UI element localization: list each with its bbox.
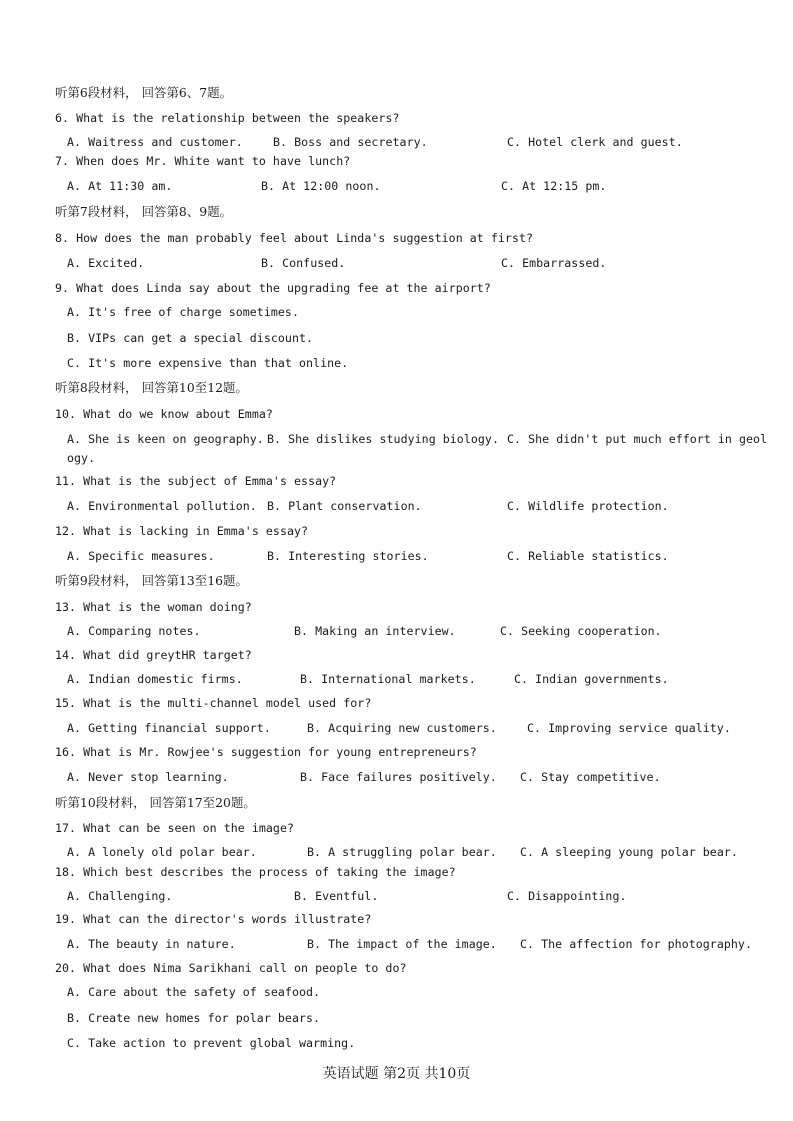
question-stem: 17. What can be seen on the image? <box>55 821 295 835</box>
option-a: A. The beauty in nature. <box>67 937 236 951</box>
option-b: B. Interesting stories. <box>267 549 429 563</box>
option-b: B. VIPs can get a special discount. <box>67 331 314 345</box>
question-stem: 11. What is the subject of Emma's essay? <box>55 474 337 488</box>
option-b: B. She dislikes studying biology. <box>267 432 499 446</box>
question-stem: 7. When does Mr. White want to have lunch? <box>55 154 351 168</box>
option-c: C. Indian governments. <box>514 672 669 686</box>
option-a: A. Challenging. <box>67 889 173 903</box>
option-a: A. Waitress and customer. <box>67 135 243 149</box>
option-b: B. Making an interview. <box>294 624 456 638</box>
section-heading: 听第10段材料， 回答第17至20题。 <box>55 795 256 810</box>
question-stem: 20. What does Nima Sarikhani call on people to do? <box>55 961 407 975</box>
option-a: A. Excited. <box>67 256 145 270</box>
option-c: C. Disappointing. <box>507 889 627 903</box>
option-a: A. Environmental pollution. <box>67 499 257 513</box>
option-b: B. Acquiring new customers. <box>307 721 497 735</box>
option-b: B. Plant conservation. <box>267 499 422 513</box>
option-a: A. She is keen on geography. <box>67 432 264 446</box>
option-c: C. It's more expensive than that online. <box>67 356 349 370</box>
option-c: C. At 12:15 pm. <box>501 179 607 193</box>
option-c: C. Reliable statistics. <box>507 549 669 563</box>
option-c: C. Stay competitive. <box>520 770 661 784</box>
option-b: B. At 12:00 noon. <box>261 179 381 193</box>
question-stem: 19. What can the director's words illustrate? <box>55 912 372 926</box>
section-heading: 听第7段材料， 回答第8、9题。 <box>55 204 233 219</box>
option-c: C. Improving service quality. <box>527 721 731 735</box>
question-stem: 9. What does Linda say about the upgrading fee at the airport? <box>55 281 491 295</box>
question-stem: 12. What is lacking in Emma's essay? <box>55 524 309 538</box>
option-b: B. The impact of the image. <box>307 937 497 951</box>
option-c: C. Wildlife protection. <box>507 499 669 513</box>
option-c: C. The affection for photography. <box>520 937 752 951</box>
option-a: A. Never stop learning. <box>67 770 229 784</box>
option-b: B. International markets. <box>300 672 476 686</box>
section-heading: 听第6段材料， 回答第6、7题。 <box>55 85 233 100</box>
section-heading: 听第8段材料， 回答第10至12题。 <box>55 380 248 395</box>
option-b: B. Eventful. <box>294 889 379 903</box>
option-a: A. Getting financial support. <box>67 721 271 735</box>
option-b: B. Create new homes for polar bears. <box>67 1011 321 1025</box>
question-stem: 16. What is Mr. Rowjee's suggestion for young entrepreneurs? <box>55 745 477 759</box>
option-a: A. Comparing notes. <box>67 624 201 638</box>
option-a: A. It's free of charge sometimes. <box>67 305 299 319</box>
page-footer: 英语试题 第2页 共10页 <box>322 1066 471 1082</box>
option-b: B. Face failures positively. <box>300 770 497 784</box>
option-c: C. Seeking cooperation. <box>500 624 662 638</box>
question-stem: 14. What did greytHR target? <box>55 648 252 662</box>
option-a: A. At 11:30 am. <box>67 179 173 193</box>
option-a: A. Care about the safety of seafood. <box>67 985 321 999</box>
option-b: B. Confused. <box>261 256 346 270</box>
question-stem: 8. How does the man probably feel about Linda's suggestion at first? <box>55 231 534 245</box>
option-c: C. Take action to prevent global warming. <box>67 1036 356 1050</box>
option-c: C. Hotel clerk and guest. <box>507 135 683 149</box>
option-a: A. Indian domestic firms. <box>67 672 243 686</box>
question-stem: 15. What is the multi-channel model used for? <box>55 696 372 710</box>
option-c: C. She didn't put much effort in geol <box>507 432 768 446</box>
option-a: A. Specific measures. <box>67 549 215 563</box>
option-b: B. Boss and secretary. <box>273 135 428 149</box>
question-stem: 18. Which best describes the process of taking the image? <box>55 865 456 879</box>
option-a: A. A lonely old polar bear. <box>67 845 257 859</box>
question-stem: 13. What is the woman doing? <box>55 600 252 614</box>
option-b: B. A struggling polar bear. <box>307 845 497 859</box>
question-stem: 6. What is the relationship between the speakers? <box>55 111 400 125</box>
option-c-wrap: ogy. <box>67 451 96 465</box>
question-stem: 10. What do we know about Emma? <box>55 407 273 421</box>
option-c: C. A sleeping young polar bear. <box>520 845 738 859</box>
section-heading: 听第9段材料， 回答第13至16题。 <box>55 573 248 588</box>
option-c: C. Embarrassed. <box>501 256 607 270</box>
